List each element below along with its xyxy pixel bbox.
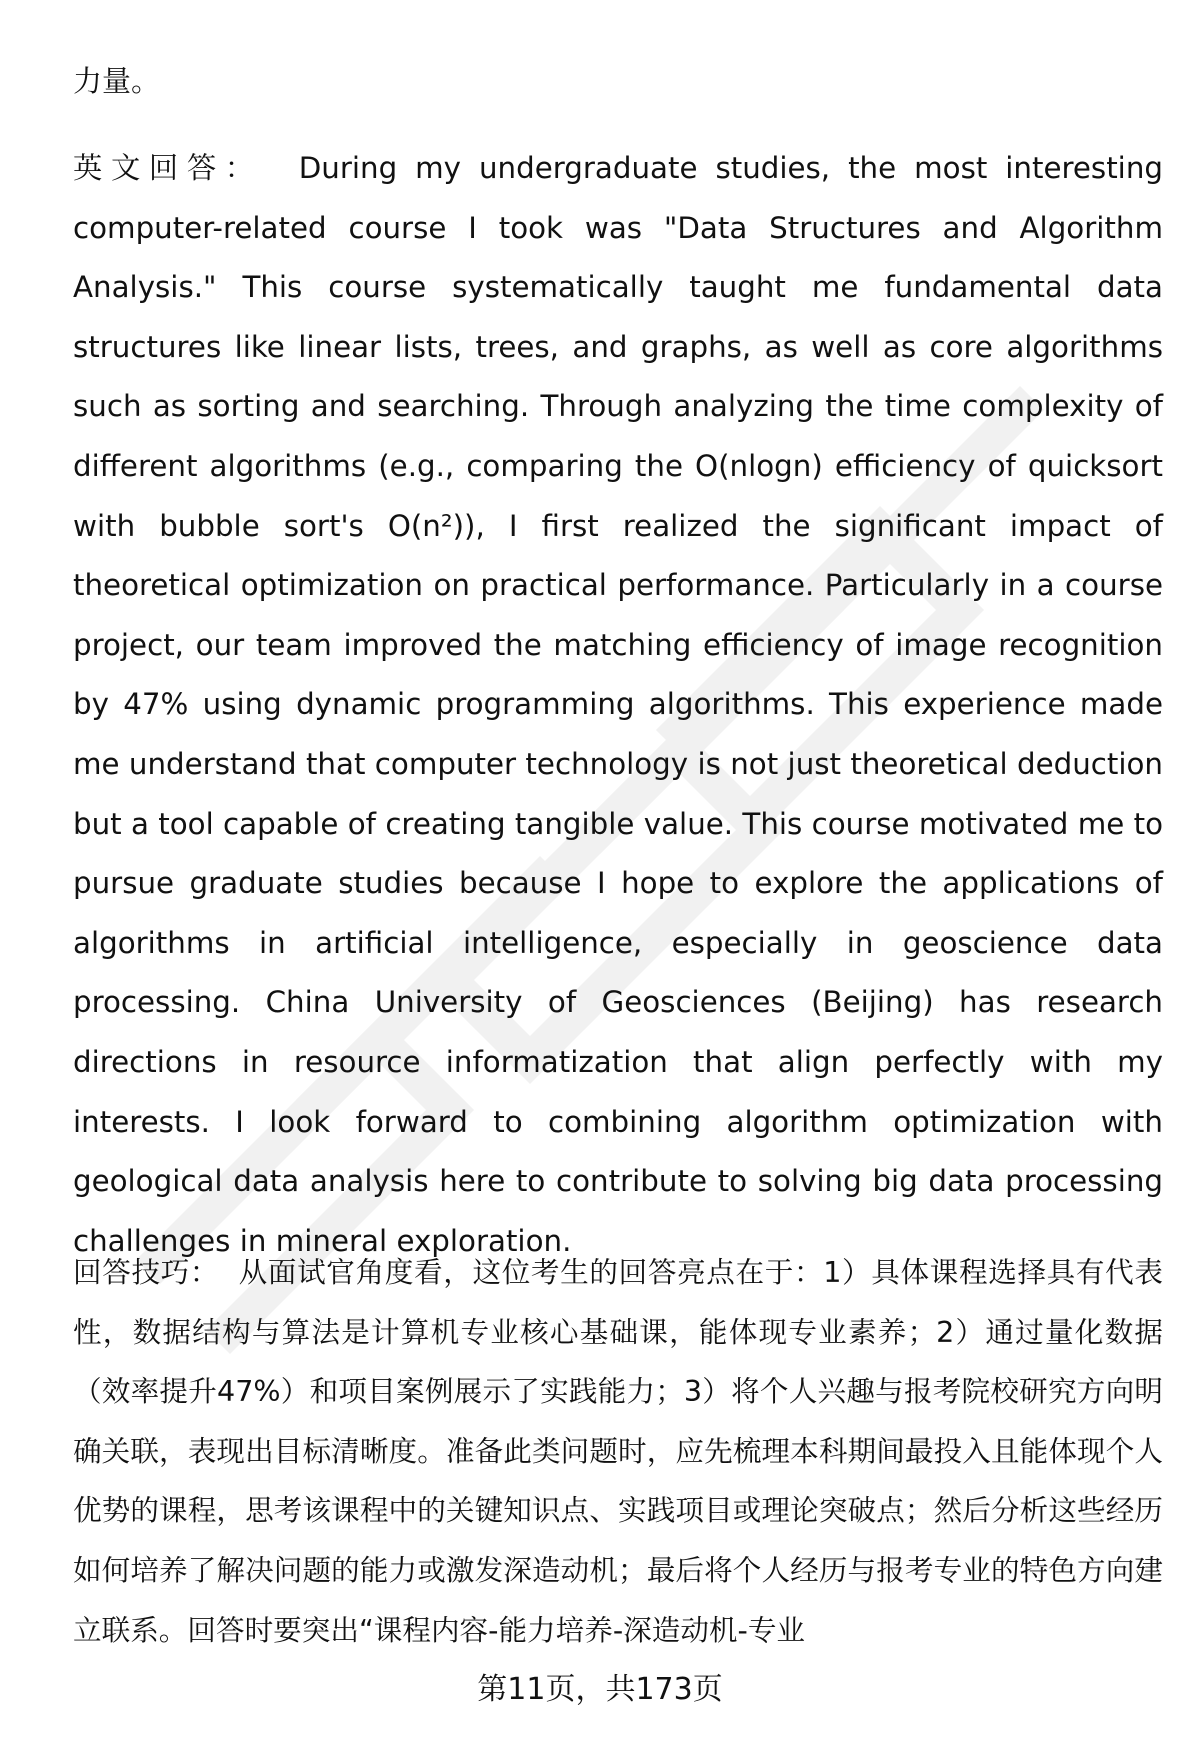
page-number-footer: 第11页，共173页 xyxy=(477,1672,723,1707)
continuation-paragraph: 力量。 xyxy=(73,64,161,98)
english-answer-paragraph xyxy=(73,139,1163,1271)
english-answer-label: 英文回答： xyxy=(73,151,263,185)
answer-tips-label: 回答技巧： xyxy=(73,1255,220,1289)
answer-tips-paragraph xyxy=(73,1243,1163,1660)
answer-tips-text: 从面试官角度看，这位考生的回答亮点在于：1）具体课程选择具有代表性，数据结构与算法是计算机专业核心基础课，能体现专业素养；2）通过量化数据（效率提升47%）和项目案例展示了实践能力；3）将个人兴趣与报考院校研究方向明确关联，表现出目标清晰度。准备此类问题时，应先梳理本科期间最投入且能体现个人优势的课程，思考该课程中的关键知识点、实践项目或理论突破点；然后分析这些经历如何培养了解决问题的能力或激发深造动机；最后将个人经历与报考专业的特色方向建立联系。回答时要突出“课程内容-能力培养-深造动机-专业 xyxy=(73,1255,1163,1647)
english-answer-text: During my undergraduate studies, the most interesting computer-related course I took was "Data Structures and Algorithm Analysis." This course systematically taught me fundamental data structures like linear lists, trees, and graphs, as well as core algorithms such as sorting and searching. Through analyzing the time complexity of different algorithms (e.g., comparing the O(nlogn) efficiency of quicksort with bubble sort's O(n²)), I first realized the significant impact of theoretical optimization on practical performance. Particularly in a course project, our team improved the matching efficiency of image recognition by 47% using dynamic programming algorithms. This experience made me understand that computer technology is not just theoretical deduction but a tool capable of creating tangible value. This course motivated me to pursue graduate studies because I hope to explore the applications of algorithms in artificial intelligence, especially in geoscience data processing. China University of Geosciences (Beijing) has research directions in resource informatization that align perfectly with my interests. I look forward to combining algorithm optimization with geological data analysis here to contribute to solving big data processing challenges in mineral exploration. xyxy=(73,151,1163,1258)
